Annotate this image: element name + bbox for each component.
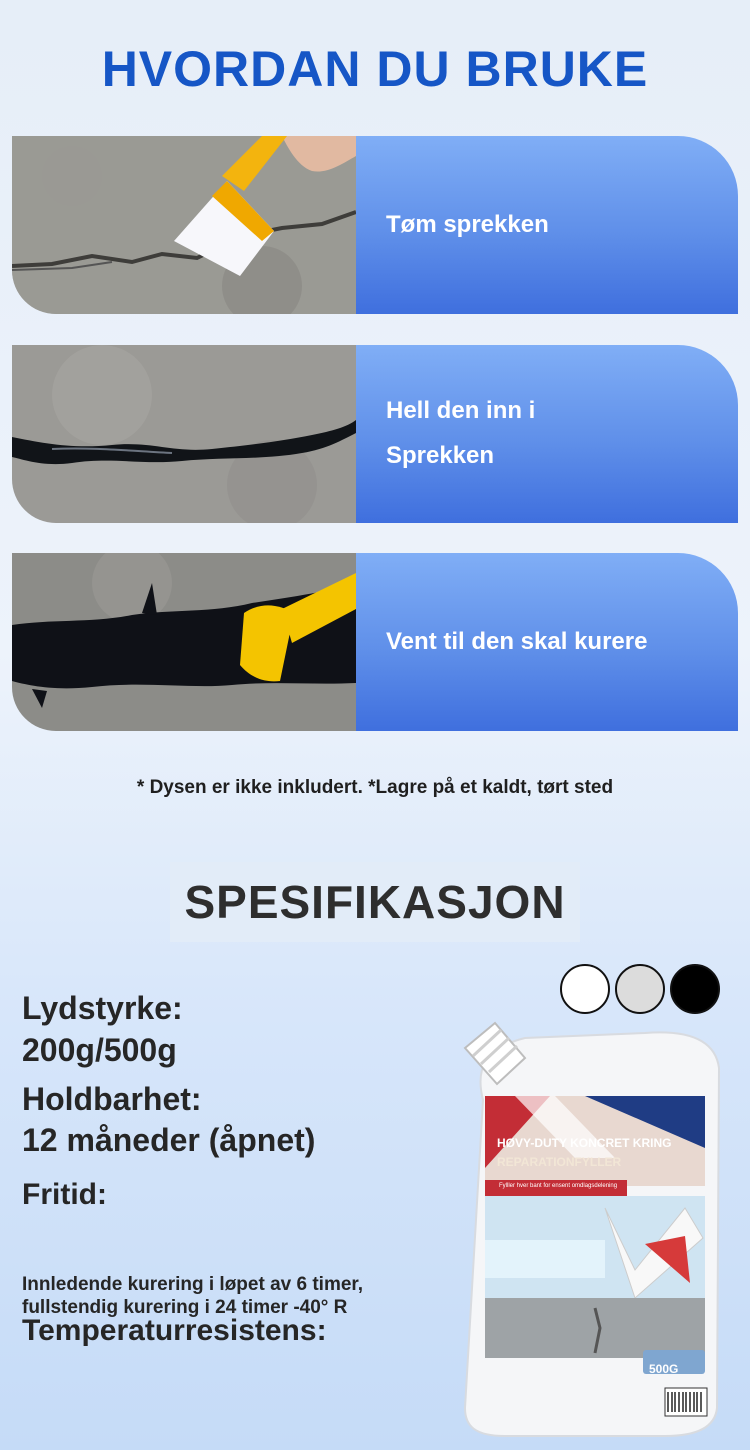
product-title-line-1: HØVY-DUTY KONCRET KRING: [497, 1136, 672, 1150]
color-swatch-white[interactable]: [560, 964, 610, 1014]
step-2-photo: [12, 345, 356, 523]
product-tagline: Fylller hver bant for ensent omdlagsdelening: [499, 1183, 618, 1189]
volume-label: Lydstyrke:: [22, 990, 183, 1026]
product-title-line-2: REPARATIONFYLLER: [497, 1155, 622, 1169]
page-title: HVORDAN DU BRUKE: [101, 41, 649, 97]
spec-title: SPESIFIKASJON: [170, 862, 580, 942]
cure-time-value-line-2: fullstendig kurering i 24 timer -40° R: [22, 1297, 348, 1318]
product-pouch-image: [445, 1008, 725, 1438]
step-1-photo: [12, 136, 356, 314]
shelf-life-label: Holdbarhet:: [22, 1081, 202, 1117]
step-2-panel: [356, 345, 738, 523]
step-2-label-line-2: Sprekken: [386, 442, 495, 469]
step-1-label: Tøm sprekken: [386, 211, 549, 238]
step-3-panel: [356, 553, 738, 731]
step-2-label-line-1: Hell den inn i: [386, 397, 536, 424]
step-1-panel: [356, 136, 738, 314]
step-2: [12, 345, 738, 523]
cure-time-label: Fritid:: [22, 1178, 107, 1211]
shelf-life-value: 12 måneder (åpnet): [22, 1122, 316, 1158]
step-1: [12, 136, 738, 314]
color-swatch-black[interactable]: [670, 964, 720, 1014]
step-3: [12, 553, 738, 731]
temperature-resistance-label: Temperaturresistens:: [22, 1314, 327, 1347]
product-weight-badge: 500G: [649, 1362, 679, 1376]
storage-note: * Dysen er ikke inkludert. *Lagre på et kaldt, tørt sted: [136, 777, 614, 798]
step-3-label: Vent til den skal kurere: [386, 628, 648, 655]
volume-value: 200g/500g: [22, 1032, 177, 1068]
color-swatch-grey[interactable]: [615, 964, 665, 1014]
step-3-photo: [12, 553, 356, 731]
cure-time-value-line-1: Innledende kurering i løpet av 6 timer,: [22, 1274, 364, 1295]
